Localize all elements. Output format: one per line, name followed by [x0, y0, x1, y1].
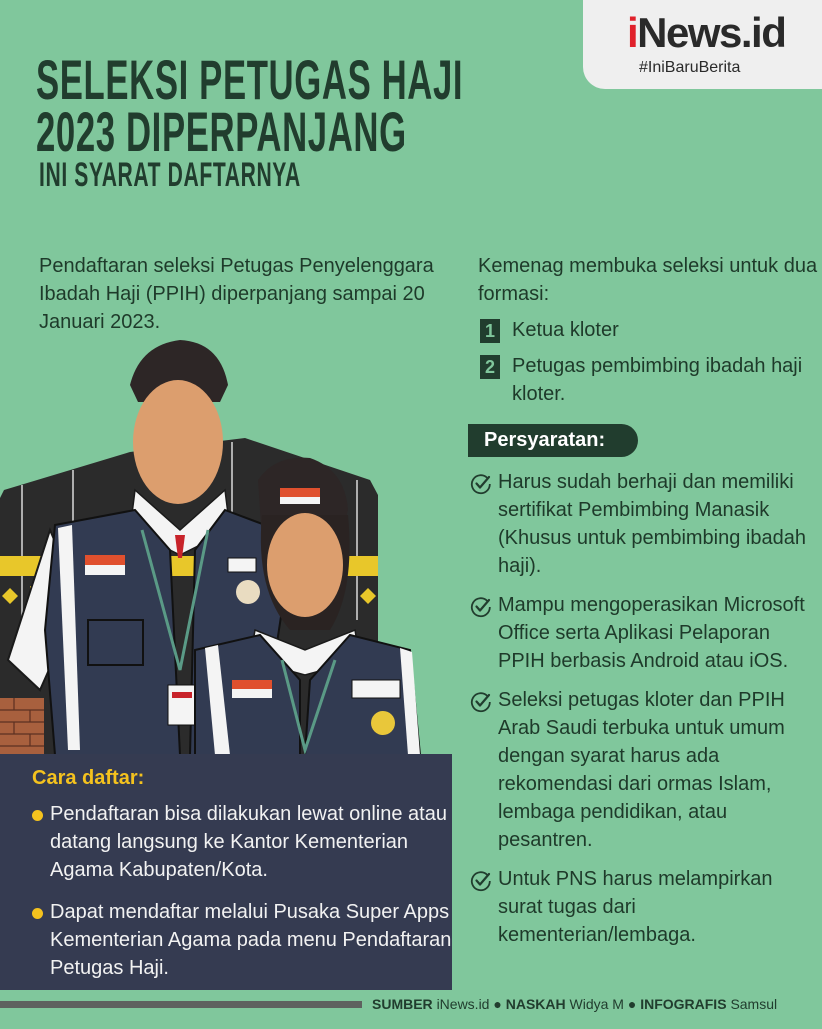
cara-daftar-box [0, 754, 452, 990]
footer-divider [0, 1001, 362, 1008]
cara-daftar-item [32, 898, 452, 982]
cara-daftar-text: Pendaftaran bisa dilakukan lewat online atau datang langsung ke Kantor Kementerian Agama Kabupaten/Kota. [50, 803, 447, 881]
cara-daftar-text: Dapat mendaftar melalui Pusaka Super Apps Kementerian Agama pada menu Pendaftaran Petugas Haji. [50, 901, 452, 979]
cara-daftar-item [32, 800, 452, 884]
formasi-lead: Kemenag membuka seleksi untuk dua formasi: [478, 255, 818, 305]
brand-tagline: #IniBaruBerita [639, 59, 741, 76]
persyaratan-text: Harus sudah berhaji dan memiliki sertifikat Pembimbing Manasik (Khusus untuk pembimbing ibadah haji). [498, 471, 806, 577]
page-title-line1: SELEKSI PETUGAS HAJI [36, 48, 464, 111]
number-badge-2: 2 [480, 355, 500, 379]
persyaratan-item [470, 468, 820, 580]
infografis-label: INFOGRAFIS [640, 996, 727, 1012]
separator-dot-icon: ● [493, 996, 502, 1012]
brand-logo [627, 9, 786, 56]
persyaratan-item [470, 591, 820, 675]
formasi-section [478, 252, 822, 408]
logo-text: News.id [637, 9, 786, 56]
check-circle-icon [470, 870, 492, 892]
sumber-label: SUMBER [372, 996, 433, 1012]
officers-illustration [0, 330, 460, 755]
persyaratan-text: Seleksi petugas kloter dan PPIH Arab Saudi terbuka untuk umum dengan syarat harus ada rekomendasi dari ormas Islam, lembaga pendidikan, atau pesantren. [498, 689, 785, 851]
credits-footer [372, 996, 777, 1012]
naskah-label: NASKAH [505, 996, 566, 1012]
check-circle-icon [470, 596, 492, 618]
naskah-value: Widya M [569, 996, 624, 1012]
sumber-value: iNews.id [436, 996, 490, 1012]
persyaratan-text: Untuk PNS harus melampirkan surat tugas dari kementerian/lembaga. [498, 868, 773, 946]
infografis-value: Samsul [730, 996, 778, 1012]
bullet-dot-icon [32, 810, 43, 821]
persyaratan-text: Mampu mengoperasikan Microsoft Office serta Aplikasi Pelaporan PPIH berbasis Android atau iOS. [498, 594, 805, 672]
formasi-item [478, 352, 822, 408]
check-circle-icon [470, 473, 492, 495]
separator-dot-icon: ● [627, 996, 637, 1012]
persyaratan-list [470, 468, 820, 960]
persyaratan-item [470, 865, 820, 949]
formasi-label: Petugas pembimbing ibadah haji kloter. [512, 355, 803, 405]
bullet-dot-icon [32, 908, 43, 919]
persyaratan-item [470, 686, 820, 854]
number-badge-1: 1 [480, 319, 500, 343]
brand-logo-box [583, 0, 822, 89]
intro-text: Pendaftaran seleksi Petugas Penyelenggara Ibadah Haji (PPIH) diperpanjang sampai 20 Januari 2023. [39, 255, 434, 333]
formasi-label: Ketua kloter [512, 319, 619, 341]
cara-daftar-heading: Cara daftar: [32, 767, 145, 789]
logo-i: i [627, 9, 638, 56]
persyaratan-heading: Persyaratan: [468, 424, 638, 457]
page-title-line2: 2023 DIPERPANJANG [36, 100, 407, 163]
check-circle-icon [470, 691, 492, 713]
page-subtitle: INI SYARAT DAFTARNYA [39, 156, 301, 194]
formasi-item [478, 316, 822, 344]
